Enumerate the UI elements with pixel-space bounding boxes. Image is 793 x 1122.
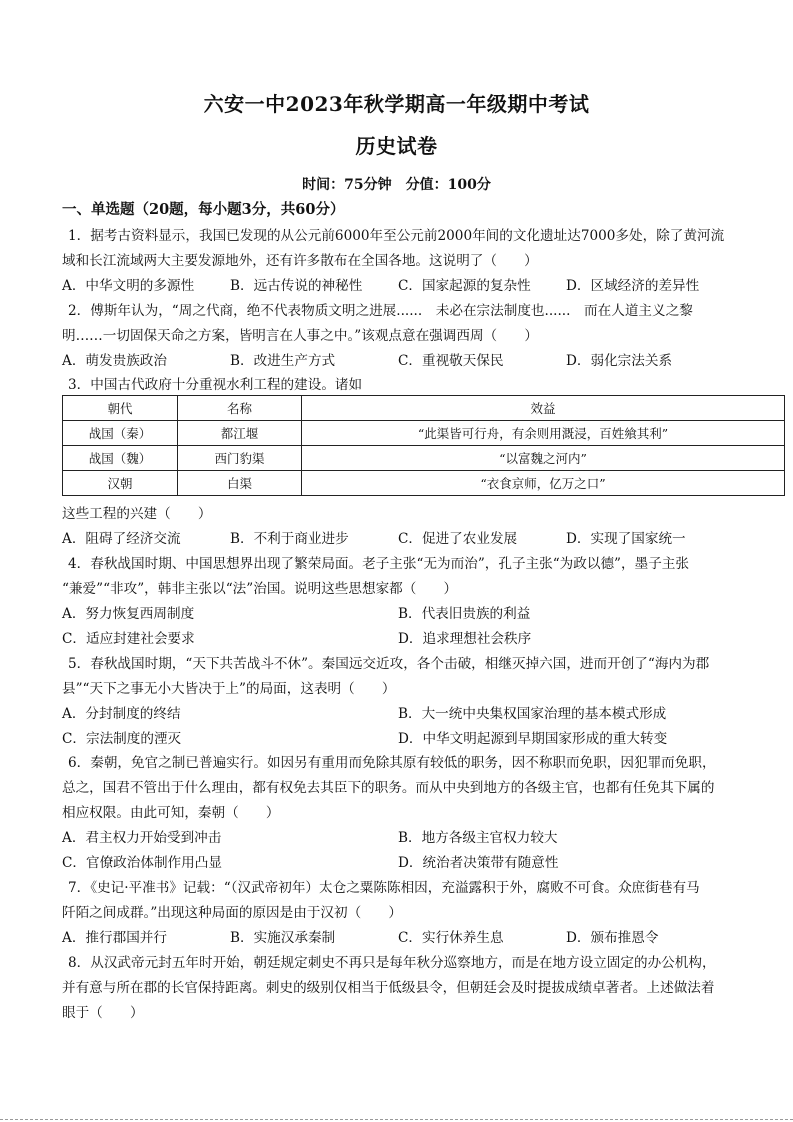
q7-line-1: 7．《史记·平准书》记载：“（汉武帝初年）太仓之粟陈陈相因，充溢露积于外，腐败不可食。众庶街巷有马 — [68, 880, 700, 896]
q1-option-b: B．远古传说的神秘性 — [230, 278, 363, 294]
exam-subject: 历史试卷 — [355, 134, 438, 158]
table-header-row — [63, 396, 785, 421]
q3-option-c: C．促进了农业发展 — [398, 531, 518, 547]
table-cell: 都江堰 — [178, 421, 302, 446]
q4-option-b: B．代表旧贵族的利益 — [398, 606, 531, 622]
q6-line-1: 6．秦朝，免官之制已普遍实行。如因另有重用而免除其原有较低的职务，因不称职而免职，因犯罪而免职， — [68, 755, 716, 771]
q3-stem: 这些工程的兴建（ ） — [62, 506, 212, 522]
table-cell: 西门豹渠 — [178, 446, 302, 471]
table-row — [63, 446, 785, 471]
q2-option-c: C．重视敬天保民 — [398, 353, 504, 369]
q3-option-a: A．阻碍了经济交流 — [62, 531, 181, 547]
q2-line-2: 明……一切固保天命之方案，皆明言在人事之中。”该观点意在强调西周（ ） — [62, 328, 538, 344]
q3-intro: 3．中国古代政府十分重视水利工程的建设。诸如 — [68, 377, 363, 393]
q1-option-d: D．区域经济的差异性 — [566, 278, 700, 294]
exam-meta: 时间：75分钟 分值：100分 — [302, 177, 491, 193]
q8-line-1: 8．从汉武帝元封五年时开始，朝廷规定刺史不再只是每年秋分巡察地方，而是在地方设立固定的办公机构， — [68, 955, 716, 971]
q4-option-d: D．追求理想社会秩序 — [398, 631, 532, 647]
q2-option-d: D．弱化宗法关系 — [566, 353, 673, 369]
q6-line-2: 总之，国君不管出于什么理由，都有权免去其臣下的职务。而从中央到地方的各级主官，也都有任免其下属的 — [62, 780, 715, 796]
q6-option-a: A．君主权力开始受到冲击 — [62, 830, 222, 846]
q8-line-3: 眼于（ ） — [62, 1005, 144, 1021]
q7-option-a: A．推行郡国并行 — [62, 930, 167, 946]
q2-option-a: A．萌发贵族政治 — [62, 353, 167, 369]
q7-option-b: B．实施汉承秦制 — [230, 930, 336, 946]
q4-option-a: A．努力恢复西周制度 — [62, 606, 195, 622]
q7-option-d: D．颁布推恩令 — [566, 930, 659, 946]
table-cell: “此渠皆可行舟，有余则用溉浸，百姓飨其利” — [302, 421, 785, 446]
q5-option-c: C．宗法制度的湮灭 — [62, 731, 182, 747]
q1-line-1: 1．据考古资料显示，我国已发现的从公元前6000年至公元前2000年间的文化遗址达7000多处，除了黄河流 — [68, 228, 725, 244]
q3-option-b: B．不利于商业进步 — [230, 531, 349, 547]
q6-line-3: 相应权限。由此可知，秦朝（ ） — [62, 805, 280, 821]
table-cell: “以富魏之河内” — [302, 446, 785, 471]
q5-option-a: A．分封制度的终结 — [62, 706, 181, 722]
q3-option-d: D．实现了国家统一 — [566, 531, 686, 547]
table-header-benefit: 效益 — [302, 396, 785, 421]
q8-line-2: 并有意与所在郡的长官保持距离。刺史的级别仅相当于低级县令，但朝廷会及时提拔成绩卓著者。上述做法着 — [62, 980, 715, 996]
q7-option-c: C．实行休养生息 — [398, 930, 504, 946]
q4-option-c: C．适应封建社会要求 — [62, 631, 195, 647]
q7-line-2: 阡陌之间成群。”出现这种局面的原因是由于汉初（ ） — [62, 905, 402, 921]
table-row — [63, 471, 785, 496]
q2-option-b: B．改进生产方式 — [230, 353, 336, 369]
q6-option-b: B．地方各级主官权力较大 — [398, 830, 558, 846]
page-bottom-rule — [0, 1119, 793, 1120]
exam-title: 六安一中2023年秋学期高一年级期中考试 — [203, 92, 590, 116]
q1-option-a: A．中华文明的多源性 — [62, 278, 195, 294]
section-title: 一、单选题（20题，每小题3分，共60分） — [62, 201, 345, 218]
q5-line-1: 5．春秋战国时期，“天下共苦战斗不休”。秦国远交近攻，各个击破，相继灭掉六国，进而开创了“海内为郡 — [68, 656, 710, 672]
q5-line-2: 县”“天下之事无小大皆决于上”的局面，这表明（ ） — [62, 681, 396, 697]
q1-line-2: 域和长江流域两大主要发源地外，还有许多散布在全国各地。这说明了（ ） — [62, 253, 538, 269]
q6-option-d: D．统治者决策带有随意性 — [398, 855, 559, 871]
q5-option-b: B．大一统中央集权国家治理的基本模式形成 — [398, 706, 667, 722]
q4-line-1: 4．春秋战国时期、中国思想界出现了繁荣局面。老子主张“无为而治”，孔子主张“为政以德”，墨子主张 — [68, 556, 689, 572]
table-row — [63, 421, 785, 446]
table-cell: 战国（秦） — [63, 421, 178, 446]
table-cell: 战国（魏） — [63, 446, 178, 471]
q4-line-2: “兼爱”“非攻”，韩非主张以“法”治国。说明这些思想家都（ ） — [62, 581, 458, 597]
q2-line-1: 2．傅斯年认为，“周之代商，绝不代表物质文明之进展...... 未必在宗法制度也...... 而在人道主义之黎 — [68, 303, 693, 319]
q6-option-c: C．官僚政治体制作用凸显 — [62, 855, 222, 871]
table-header-dynasty: 朝代 — [63, 396, 178, 421]
table-cell: 白渠 — [178, 471, 302, 496]
table-cell: “衣食京师，亿万之口” — [302, 471, 785, 496]
table-header-name: 名称 — [178, 396, 302, 421]
q5-option-d: D．中华文明起源到早期国家形成的重大转变 — [398, 731, 668, 747]
table-cell: 汉朝 — [63, 471, 178, 496]
water-works-table — [62, 395, 785, 496]
q1-option-c: C．国家起源的复杂性 — [398, 278, 531, 294]
